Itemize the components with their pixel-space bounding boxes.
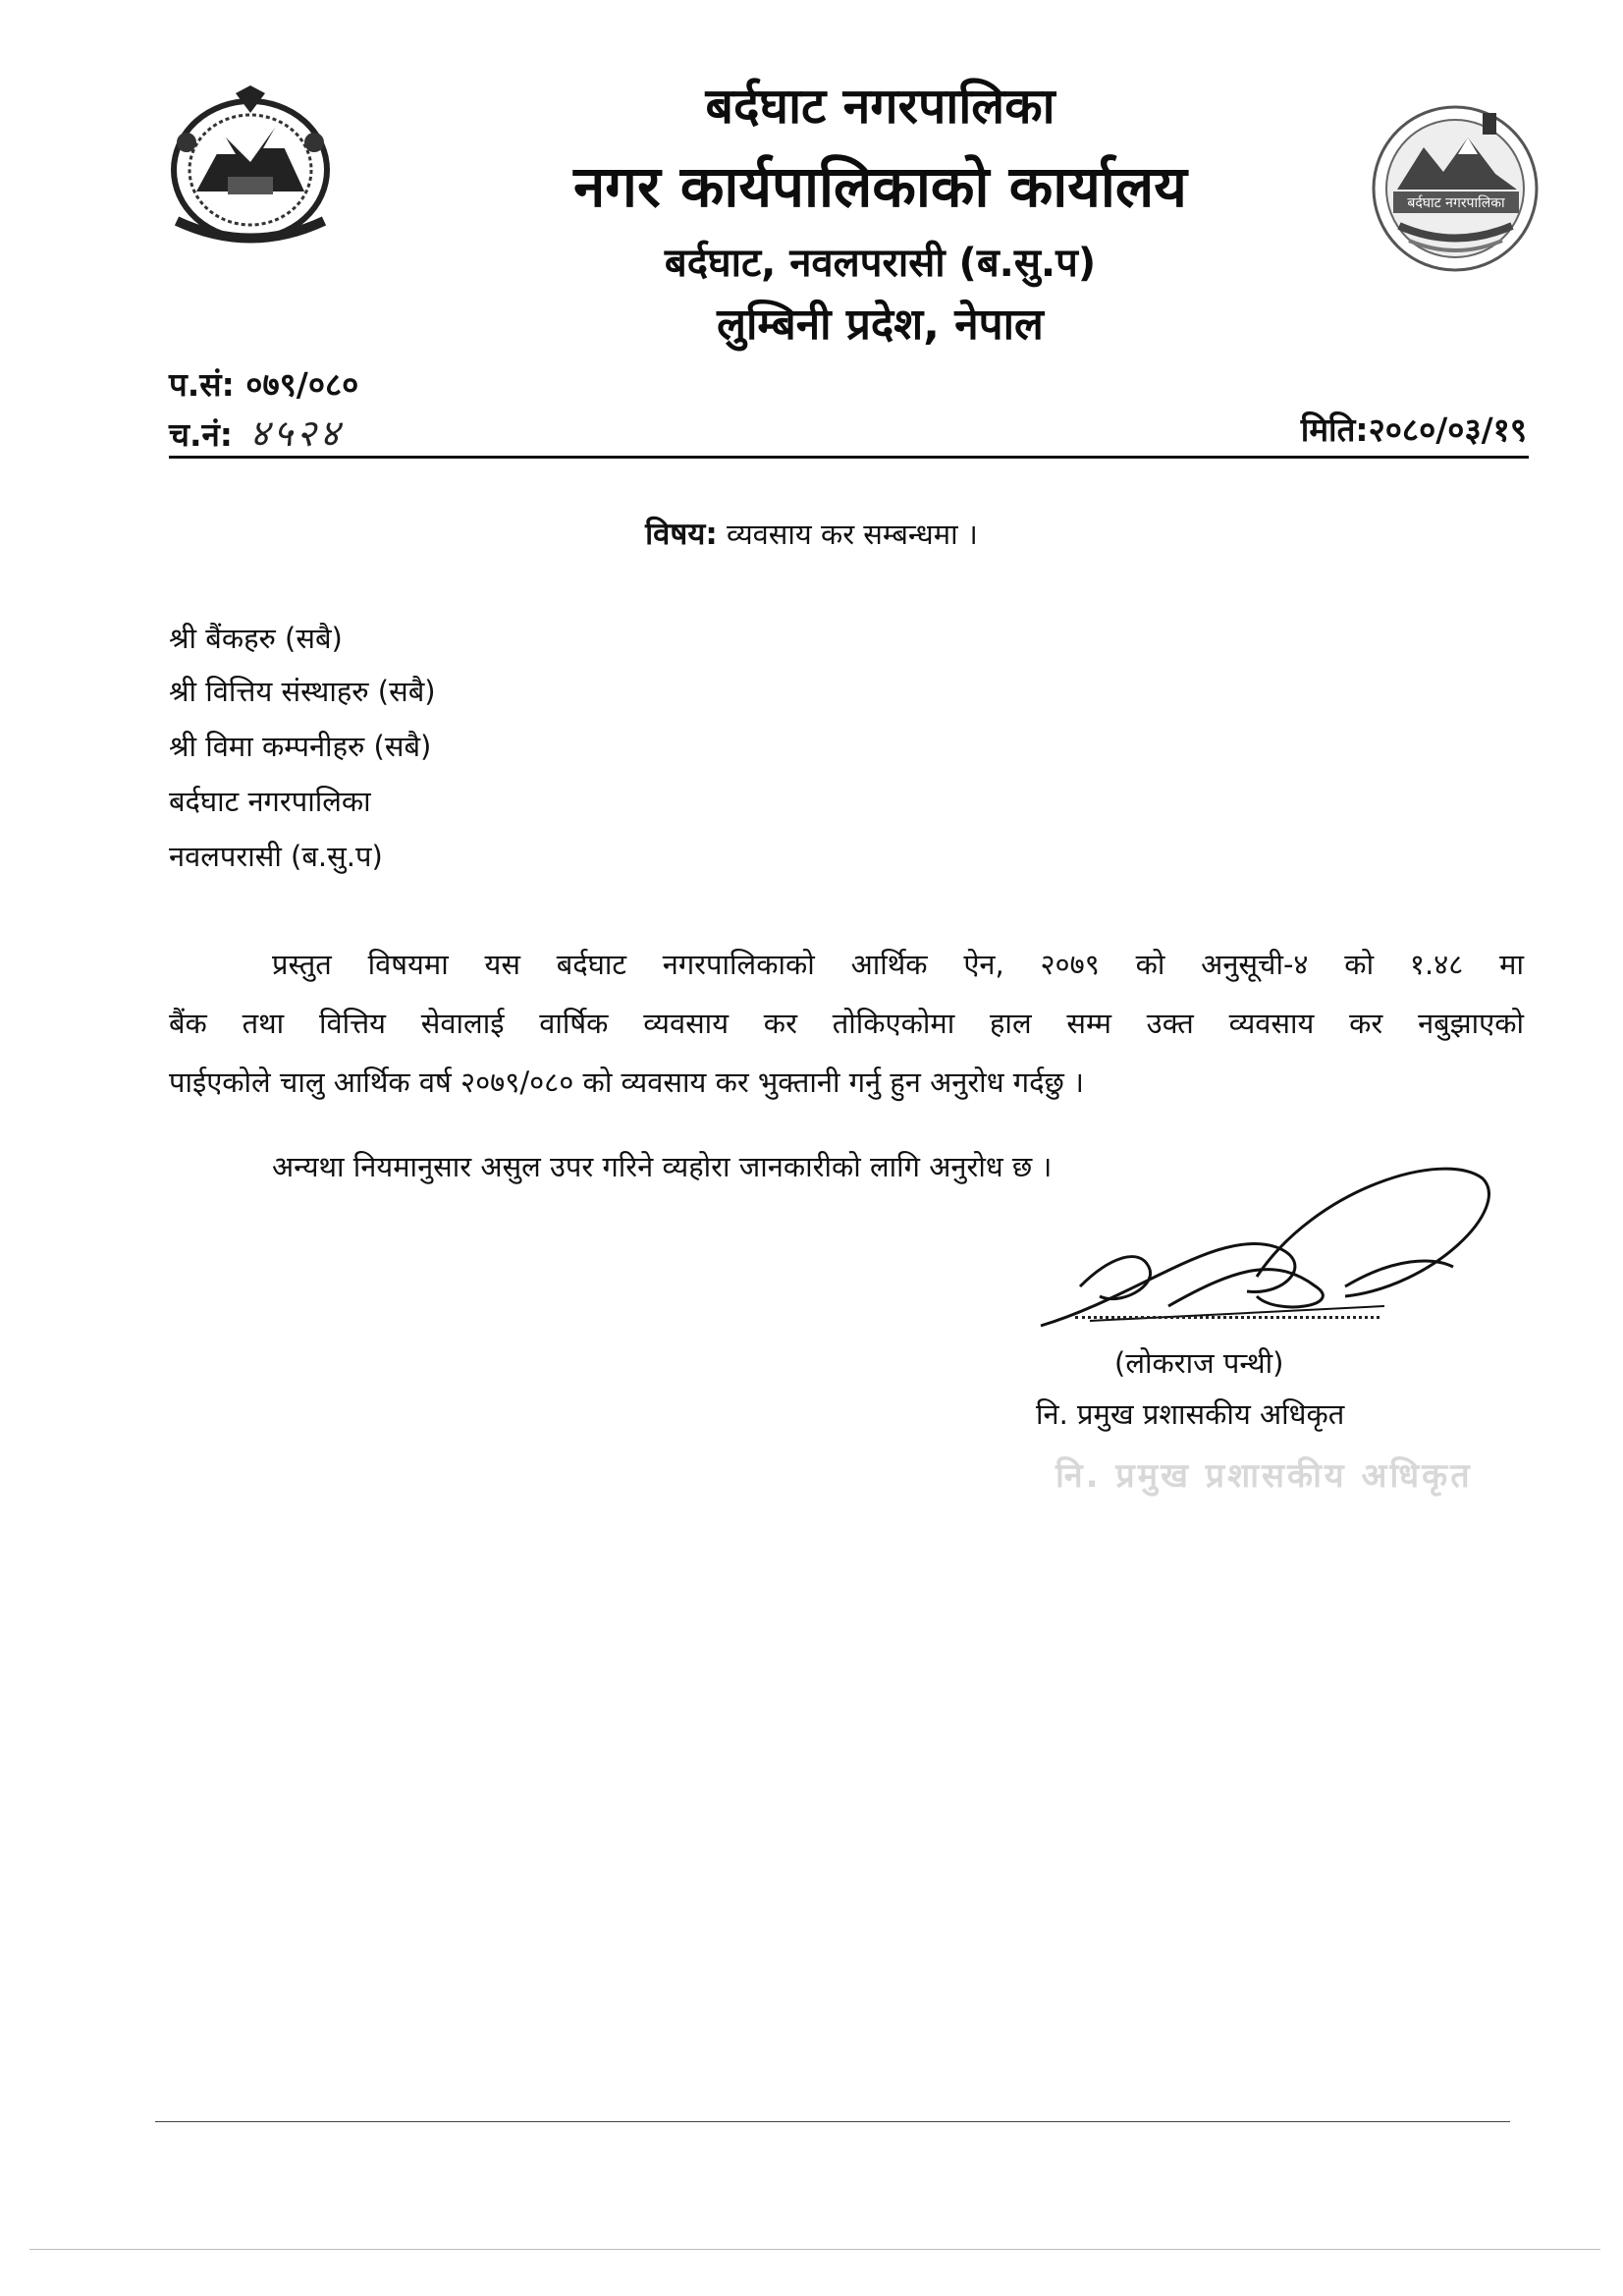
subject-text: व्यवसाय कर सम्बन्धमा । [726,518,978,551]
body-line: बैंक तथा वित्तिय सेवालाई वार्षिक व्यवसाय कर तोकिएकोमा हाल सम्म उक्त व्यवसाय कर नबुझाएको [169,1007,1524,1040]
addressee-line: नवलपरासी (ब.सु.प) [169,840,383,873]
office-address: बर्दघाट, नवलपरासी (ब.सु.प) [664,241,1097,286]
ps-value: ०७९/०८० [245,365,359,404]
addressee-line: बर्दघाट नगरपालिका [169,785,371,818]
province-country: लुम्बिनी प्रदेश, नेपाल [717,300,1044,350]
signatory-designation: नि. प्रमुख प्रशासकीय अधिकृत [1036,1397,1345,1431]
signature-mark [1021,1149,1492,1336]
body-line: अन्यथा नियमानुसार असुल उपर गरिने व्यहोरा जानकारीको लागि अनुरोध छ । [272,1150,1053,1183]
body-line: प्रस्तुत विषयमा यस बर्दघाट नगरपालिकाको आर्थिक ऐन, २०७९ को अनुसूची-४ को १.४८ मा [272,948,1524,981]
cn-value-handwritten: ४५२४ [249,411,344,455]
ps-label: प.सं: [169,365,235,404]
date-label: मिति: [1300,410,1369,449]
addressee-line: श्री बैंकहरु (सबै) [169,622,343,655]
municipality-name: बर्दघाट नगरपालिका [705,78,1055,135]
signature-line [1075,1316,1380,1319]
body-line: पाईएकोले चालु आर्थिक वर्ष २०७९/०८० को व्यवसाय कर भुक्तानी गर्नु हुन अनुरोध गर्दछु । [169,1066,1085,1099]
dispatch-number [169,407,344,458]
office-name: नगर कार्यपालिकाको कार्यालय [573,153,1187,220]
subject-label: विषय: [645,517,718,552]
body-paragraph-1 [169,935,1524,1112]
fiscal-year-ref [169,361,358,406]
footer-divider [155,2121,1510,2122]
scan-edge-line [29,2249,1600,2250]
letter-date [1301,407,1527,451]
subject-line [0,513,1623,554]
addressee-line: श्री विमा कम्पनीहरु (सबै) [169,730,432,763]
header-divider [169,456,1529,459]
cn-label: च.नं: [169,415,234,454]
signatory-name: (लोकराज पन्थी) [1114,1346,1284,1380]
logo-text: बर्दघाट नगरपालिका [1407,195,1505,211]
faded-stamp: नि. प्रमुख प्रशासकीय अधिकृत [1055,1456,1473,1496]
date-value: २०८०/०३/१९ [1368,410,1527,449]
addressee-line: श्री वित्तिय संस्थाहरु (सबै) [169,675,436,708]
